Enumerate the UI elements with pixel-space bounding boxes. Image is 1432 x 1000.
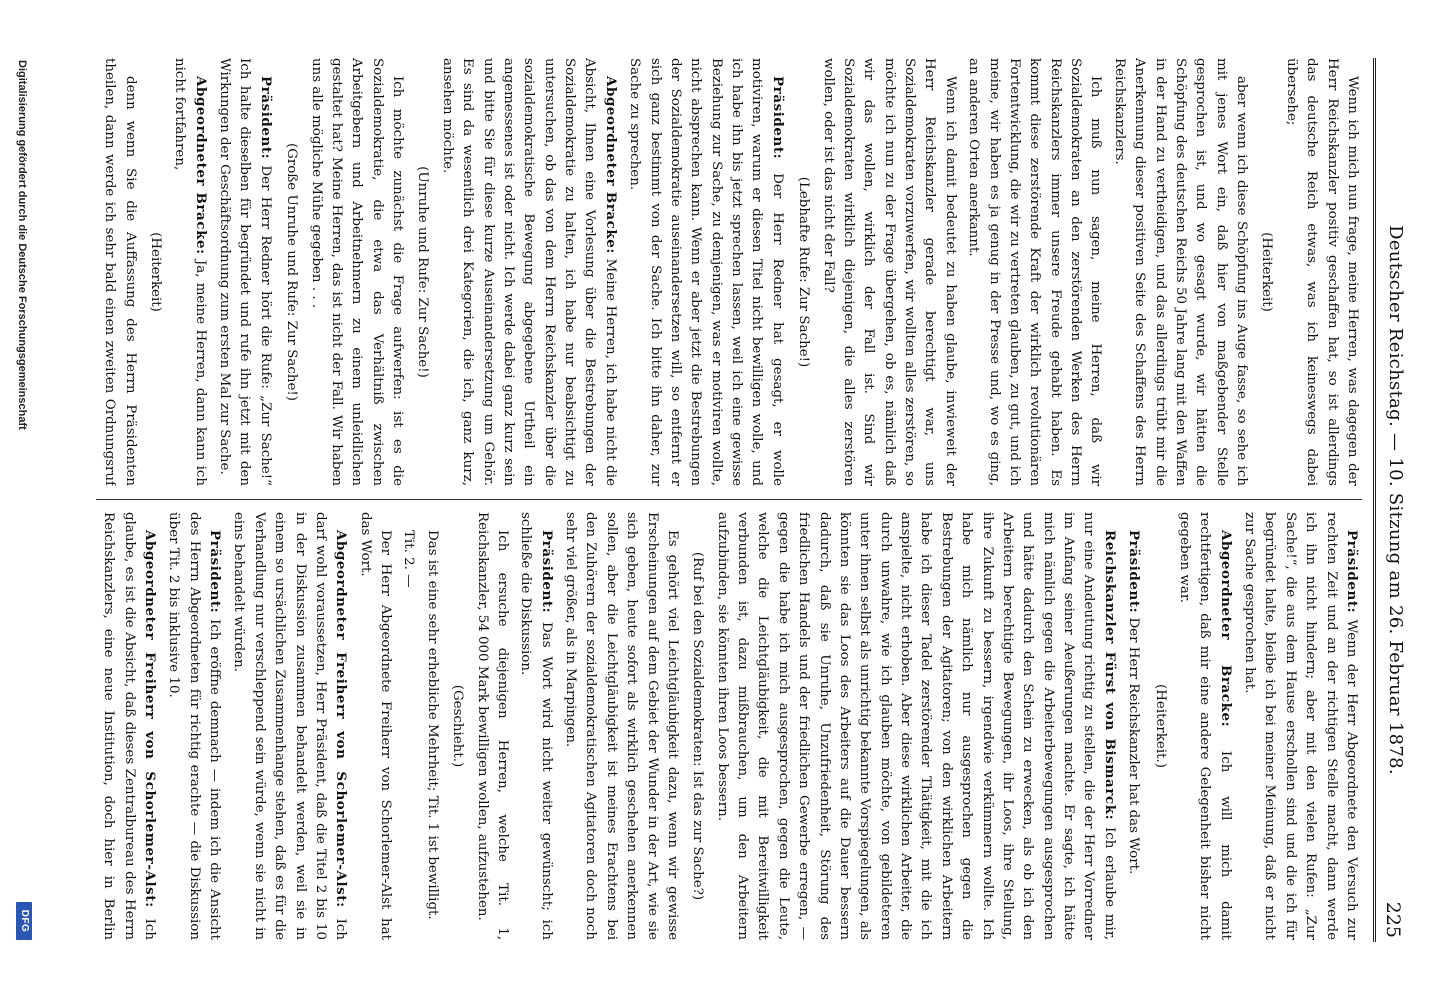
paragraph: Wenn ich mich nun frage, meine Herren, was dagegen der Herr Reichskanzler positiv geschaffen hat, so ist allerdings das deutsche Reich etwas, was ich keineswegs dabei übersehe;: [1283, 58, 1360, 486]
paragraph: Präsident: Der Herr Reichskanzler hat das Wort.: [1126, 530, 1143, 875]
paragraph: (Ruf bei den Sozialdemokraten: Ist das zur Sache?): [690, 551, 706, 901]
running-title: Deutscher Reichstag. — 10. Sitzung am 26. Februar 1878.: [1385, 225, 1406, 775]
paragraph: denn wenn Sie die Auffassung des Herrn Präsidenten theilen, dann werde ich sehr bald einen zweiten Ordnungsruf: [102, 58, 138, 486]
paragraph: (Heiterkeit): [1259, 232, 1275, 312]
paragraph: Abgeordneter Freiherr von Schorlemer-Alst: Ich glaube, es ist die Absicht, daß dieses Zentralbureau des Herrn Reichskanzlers, eine neue Institution, doch hier in Berlin: [101, 512, 158, 940]
paragraph: Es gehört viel Leichtgläubigkeit dazu, wenn wir gewisse Erscheinungen auf dem Gebiet der Wunder in der Art, wie sie sich geben, heute sofort als wirklich geschehen anerkennen sollen, aber die Leichtgläubigkeit ist meines Erachtens bei den Zuhörern der sozialdemokratischen Agitatoren doch noch sehr viel größer, als in Marpingen.: [563, 512, 680, 940]
speaker-name: Präsident:: [1344, 530, 1360, 614]
paragraph: (Heiterkeit.): [1152, 684, 1168, 768]
page-number: 225: [1382, 901, 1404, 938]
paragraph: Abgeordneter Bracke: Ja, meine Herren, dann kann ich nicht fortfahren,: [172, 58, 209, 486]
digitization-credit: [12, 60, 32, 940]
credit-text: Digitalisierung gefördert durch die Deutsche Forschungsgemeinschaft: [16, 60, 28, 430]
column-divider: [96, 499, 1362, 500]
speaker-name: Präsident:: [257, 76, 274, 160]
speaker-name: Abgeordneter Freiherr von Schorlemer-Alst:: [142, 530, 158, 908]
paragraph: Abgeordneter Bracke: Meine Herren, ich habe nicht die Absicht, Ihnen eine Vorlesung über die Bestrebungen der Sozialdemokratie zu halten, ich habe nur beabsichtigt zu untersuchen, ob das von dem Herrn Reichskanzler über die sozialdemokratische Bewegung abgegebene Urtheil ein angemessenes ist oder nicht. Ich werde dabei ganz kurz sein und bitte Sie für diese kurze Auseinandersetzung um Gehör. Es sind da wesentlich drei Kategorien, die ich, ganz kurz, ansehen möchte.: [439, 58, 619, 486]
paragraph: Ich ersuche diejenigen Herren, welche Tit. 1, Reichskanzler, 54 000 Mark bewilligen wollen, aufzustehen.: [474, 512, 510, 940]
paragraph: Der Herr Abgeordnete Freiherr von Schorlemer-Alst hat das Wort.: [357, 512, 394, 940]
paragraph: Wenn ich damit bedeutet zu haben glaube, inwieweit der Herr Reichskanzler gerade berechtigt war, uns Sozialdemokraten vorzuwerfen, wir wollten alles zerstören, so möchte ich nun zu der Frage übergehen, ob es, nämlich daß wir das wollen, wirklich der Fall ist. Sind wir Sozialdemokraten wirklich diejenigen, die alles zerstören wollen, oder ist das nicht der Fall?: [820, 58, 958, 486]
speaker-name: Präsident:: [207, 530, 224, 614]
paragraph: (Unruhe und Rufe: Zur Sache!): [415, 166, 431, 378]
speaker-name: Präsident:: [769, 76, 786, 160]
speaker-name: Abgeordneter Bracke:: [1217, 530, 1234, 728]
speaker-name: Präsident:: [538, 530, 555, 614]
speaker-name: Abgeordneter Bracke:: [602, 76, 619, 254]
dfg-logo: DFG: [16, 902, 32, 940]
right-text-column: [96, 512, 1362, 940]
paragraph: Präsident: Ich eröffne demnach — indem ich die Ansicht des Herrn Abgeordneten für richtig erachte — die Diskussion über Tit. 2 bis inklusive 10.: [166, 512, 224, 940]
speaker-name: Abgeordneter Bracke:: [192, 76, 209, 255]
paragraph: Präsident: Wenn der Herr Abgeordnete den Versuch zur rechten Zeit und an der richtigen Stelle macht, dann werde ich ihn nicht hindern; aber mit den vielen Rufen: „Zur Sache!“, die aus dem Hause erschollen sind und die ich für begründet halte, bleibe ich bei meiner Meinung, daß er nicht zur Sache gesprochen hat.: [1242, 512, 1360, 940]
paragraph: Ich muß nun sagen, meine Herren, daß wir Sozialdemokraten an den zerstörenden Werken des Herrn Reichskanzlers immer unsere Freude gehabt haben. Es kommt diese zerstörende Kraft der wirklich revolutionären Fortentwicklung, die wir zu vertreten glauben, zu gut, und ich meine, wir haben es ja genug in der Presse und, wo es ging, an anderen Orten anerkannt.: [966, 58, 1104, 486]
page-header: [1373, 58, 1410, 942]
paragraph: (Lebhafte Rufe: Zur Sache!): [796, 176, 812, 368]
speaker-name: Präsident:: [1126, 530, 1143, 614]
paragraph: Abgeordneter Bracke: Ich will mich damit rechtfertigen, daß mir eine andere Gelegenheit bisher nicht gegeben war.: [1177, 512, 1234, 940]
left-text-column: [96, 58, 1362, 486]
paragraph: Das ist eine sehr erhebliche Mehrheit; Tit. 1 ist bewilligt.: [424, 530, 440, 920]
paragraph: Präsident: Der Herr Redner hört die Rufe: „Zur Sache!“ Ich halte dieselben für begründet und rufe ihn jetzt mit den Wirkungen der Geschäftsordnung zum ersten Mal zur Sache.: [217, 58, 274, 486]
paragraph: aber wenn ich diese Schöpfung ins Auge fasse, so sehe ich mit jenes Wort ein, daß hier von maßgebender Stelle gesprochen ist, und wo gesagt wurde, wir hätten die Schöpfung des deutschen Reichs 50 Jahre lang mit den Waffen in der Hand zu vertheidigen, und das allerdings trübt mir die Anerkennung dieser positiven Seite des Schaffens des Herrn Reichskanzlers.: [1111, 58, 1250, 486]
paragraph: (Geschieht.): [450, 684, 466, 768]
paragraph: Präsident: Das Wort wird nicht weiter gewünscht; ich schließe die Diskussion.: [518, 512, 555, 940]
paragraph: Tit. 2. —: [401, 530, 417, 588]
paragraph: Abgeordneter Freiherr von Schorlemer-Alst: Ich darf wohl voraussetzen, Herr Präsident, daß die Titel 2 bis 10 in der Diskussion zusammen behandelt werden, weil sie in einem so ursächlichen Zusammenhange stehen, daß es für die Verhandlung nur verschleppend sein würde, wenn sie nicht in eins behandelt würden.: [231, 512, 350, 940]
paragraph: (Heiterkeit): [148, 232, 163, 312]
paragraph: Ich möchte zunächst die Frage aufwerfen: ist es die Sozialdemokratie, die etwa das Verhältniß zwischen Arbeitgebern und Arbeitnehmern zu einem unleidlichen gestaltet hat? Meine Herren, das ist nicht der Fall. Wir haben uns alle mögliche Mühe gegeben . . .: [308, 58, 406, 486]
paragraph: Präsident: Der Herr Redner hat gesagt, er wolle motiviren, warum er diesen Titel nicht bewilligen wolle, und ich habe ihn bis jetzt sprechen lassen, weil ich eine gewisse Beziehung zur Sache, zu demjenigen, was er motiviren wollte, nicht absprechen kann. Wenn er aber jetzt die Bestrebungen der Sozialdemokratie auseinandersetzen will, so entfernt er sich ganz bestimmt von der Sache. Ich bitte ihn daher, zur Sache zu sprechen.: [627, 58, 786, 486]
paragraph: (Große Unruhe und Rufe: Zur Sache!): [284, 142, 300, 402]
speaker-name: Abgeordneter Freiherr von Schorlemer-Alst:: [333, 530, 350, 908]
speaker-name: Reichskanzler Fürst von Bismarck:: [1101, 530, 1118, 821]
paragraph: Reichskanzler Fürst von Bismarck: Ich erlaube mir, nur eine Andeutung richtig zu stellen, die der Herr Vorredner im Anfang seiner Aeußerungen machte. Er sagte, ich hätte mich nämlich gegen die Arbeiterbewegungen ausgesprochen und hätte dadurch den Schein zu erwecken, als ob ich den Arbeitern berechtigte Bewegungen, ihr Loos, ihre Stellung, ihre Zukunft zu bessern, irgendwie verkümmern wollte. Ich habe mich nämlich nur ausgesprochen gegen die Bestrebungen der Agitatoren; von den wirklichen Arbeitern habe ich dieser Tadel zerstörender Thätigkeit, mit die ich anspielte, nicht erhoben. Aber diese wirklichen Arbeiter, die durch unwahre, wie ich glauben möchte, von gebildeteren unter ihnen selbst als unrichtig bekannte Vorspiegelungen, als könnten sie das Loos des Arbeiters auf die Dauer bessern dadurch, daß sie Unruhe, Unzufriedenheit, Störung des friedlichen Handels und der friedlichen Gewerbe erregen, — gegen die habe ich mich ausgesprochen, gegen die Leute, welche die Leichtgläubigkeit, die mit Bereitwilligkeit verbunden ist, dazu mißbrauchen, um den Arbeitern aufzubinden, sie könnten ihren Loos bessern.: [714, 512, 1118, 940]
